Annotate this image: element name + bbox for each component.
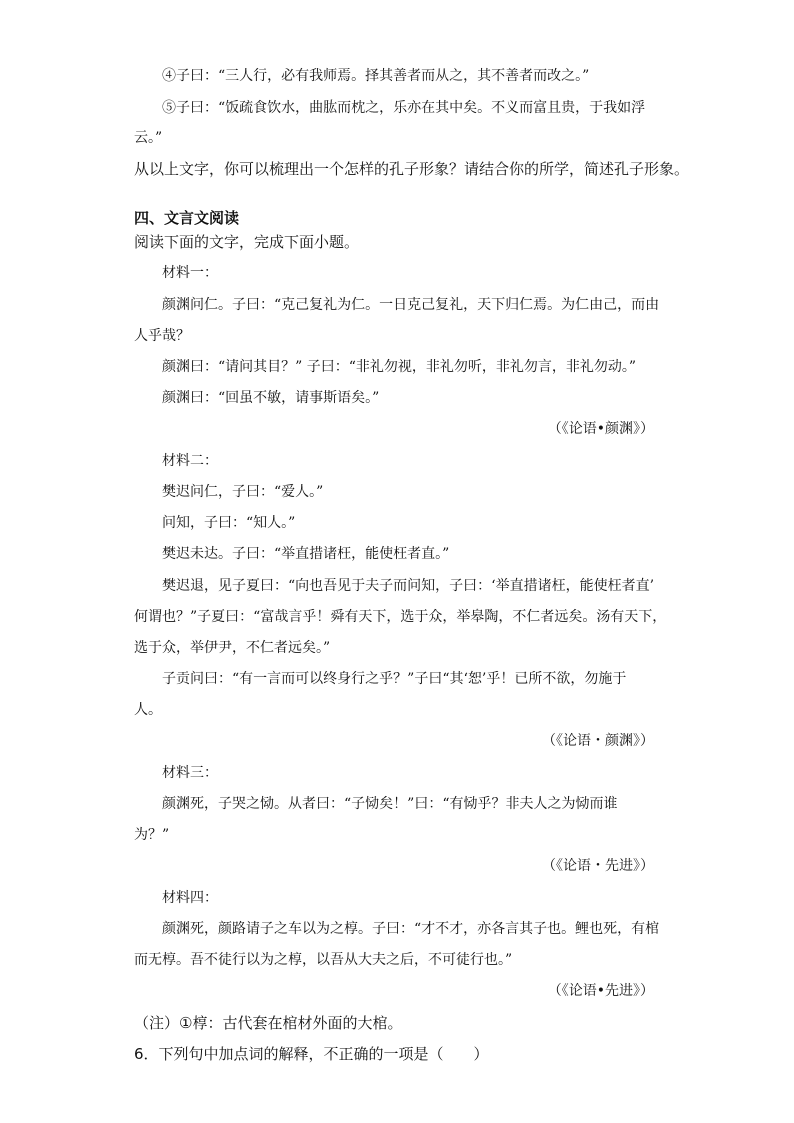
material-2-line: 樊迟问仁，子曰：“爱人。” bbox=[162, 484, 324, 500]
material-2-line: 樊迟退，见子夏曰：“向也吾见于夫子而问知，子曰：‘举直措诸枉，能使枉者直’ bbox=[162, 578, 655, 594]
quote-item-5-cont: 云。” bbox=[134, 130, 163, 146]
material-4-source: （《论语•先进》） bbox=[547, 983, 654, 999]
material-2-line: 问知，子曰：“知人。” bbox=[162, 515, 296, 531]
material-2-source: （《论语・颜渊》） bbox=[542, 733, 654, 749]
material-3-line: 颜渊死，子哭之恸。从者曰：“子恸矣！”曰：“有恸乎？非夫人之为恸而谁 bbox=[162, 796, 618, 812]
material-4-line: 而无椁。吾不徒行以为之椁，以吾从大夫之后，不可徒行也。” bbox=[134, 952, 513, 968]
material-2-line: 何谓也？”子夏曰：“富哉言乎！舜有天下，选于众，举皋陶，不仁者远矣。汤有天下， bbox=[134, 609, 667, 625]
quote-item-4: ④子曰：“三人行，必有我师焉。择其善者而从之，其不善者而改之。” bbox=[162, 68, 590, 84]
material-4-line: 颜渊死，颜路请子之车以为之椁。子曰：“才不才，亦各言其子也。鲤也死，有棺 bbox=[162, 921, 660, 937]
material-2-line: 选于众，举伊尹，不仁者远矣。” bbox=[134, 640, 331, 656]
material-1-line: 颜渊曰：“回虽不敏，请事斯语矣。” bbox=[162, 390, 380, 406]
material-1-line: 颜渊问仁。子曰：“克己复礼为仁。一日克己复礼，天下归仁焉。为仁由己，而由 bbox=[162, 297, 660, 313]
material-1-line: 人乎哉？ bbox=[134, 328, 190, 344]
material-2-line: 樊迟未达。子曰：“举直措诸枉，能使枉者直。” bbox=[162, 546, 450, 562]
question-text: 从以上文字，你可以梳理出一个怎样的孔子形象？请结合你的所学，简述孔子形象。 bbox=[134, 160, 690, 178]
annotation-note: （注）①椁：古代套在棺材外面的大棺。 bbox=[134, 1014, 403, 1032]
material-4-label: 材料四： bbox=[162, 890, 218, 906]
material-2-label: 材料二： bbox=[162, 453, 218, 469]
section-heading: 四、文言文阅读 bbox=[134, 209, 240, 227]
material-1-label: 材料一： bbox=[162, 265, 218, 281]
material-2-line: 子贡问曰：“有一言而可以终身行之乎？”子曰“其‘恕’乎！已所不欲，勿施于 bbox=[162, 671, 627, 687]
material-1-line: 颜渊曰：“请问其目？” 子曰：“非礼勿视，非礼勿听，非礼勿言，非礼勿动。” bbox=[162, 359, 637, 375]
material-2-line: 人。 bbox=[134, 702, 162, 718]
section-instruction: 阅读下面的文字，完成下面小题。 bbox=[134, 233, 360, 251]
material-3-line: 为？” bbox=[134, 827, 170, 843]
question-6: 6．下列句中加点词的解释，不正确的一项是（ ） bbox=[134, 1045, 489, 1063]
material-1-source: （《论语•颜渊》） bbox=[547, 421, 654, 437]
quote-item-5: ⑤子曰：“饭疏食饮水，曲肱而枕之，乐亦在其中矣。不义而富且贵，于我如浮 bbox=[162, 100, 646, 116]
material-3-label: 材料三： bbox=[162, 765, 218, 781]
material-3-source: （《论语・先进》） bbox=[542, 858, 654, 874]
